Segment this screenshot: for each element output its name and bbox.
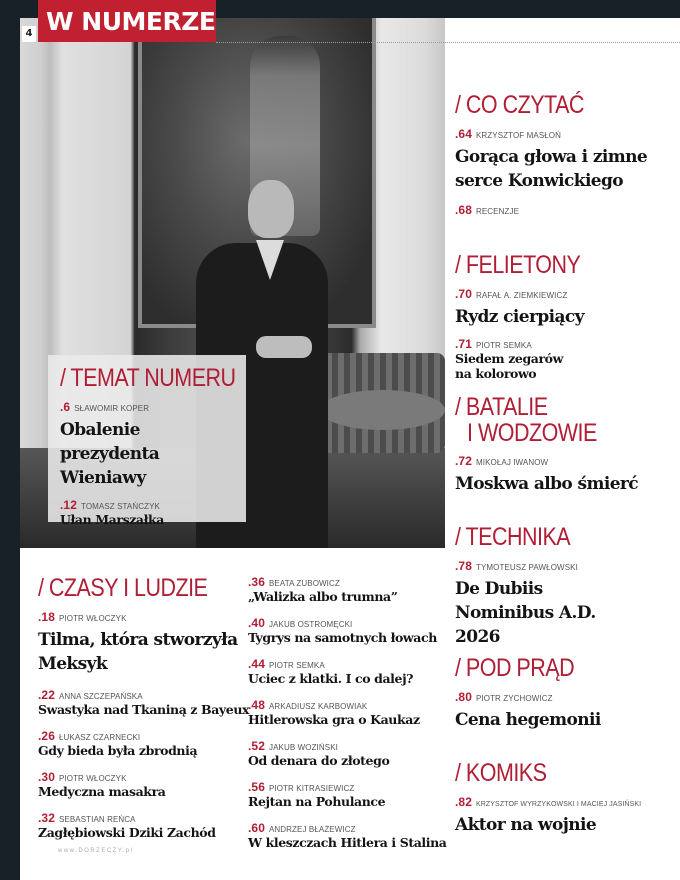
article-title[interactable]: Rydz cierpiący xyxy=(455,307,584,327)
article-author: SŁAWOMIR KOPER xyxy=(74,404,150,413)
list-item xyxy=(248,698,448,728)
article-meta xyxy=(248,657,448,671)
article-author: PIOTR WŁOCZYK xyxy=(58,774,127,783)
article-title[interactable]: Zagłębiowski Dziki Zachód xyxy=(38,825,216,840)
photo-hands xyxy=(256,336,312,358)
section-title: / CO CZYTAĆ xyxy=(455,91,584,119)
article-title[interactable]: Hitlerowska gra o Kaukaz xyxy=(248,712,420,727)
article-author[interactable]: RECENZJE xyxy=(475,207,520,216)
article-author: ANDRZEJ BŁAŻEWICZ xyxy=(268,825,356,834)
article-author: TOMASZ STAŃCZYK xyxy=(80,502,160,511)
article-meta xyxy=(248,698,448,712)
article-page: .48 xyxy=(248,698,265,712)
list-item xyxy=(248,739,448,769)
article-author: PIOTR ZYCHOWICZ xyxy=(475,694,553,703)
list-item xyxy=(38,770,238,800)
section-title-line1: / BATALIE xyxy=(455,393,548,421)
article-page: .44 xyxy=(248,657,265,671)
article-author: PIOTR WŁOCZYK xyxy=(58,614,127,623)
article-page: .80 xyxy=(455,690,472,704)
article-page: .26 xyxy=(38,729,55,743)
article-author: BEATA ZUBOWICZ xyxy=(268,579,340,588)
article-page: .52 xyxy=(248,739,265,753)
article-title[interactable]: De Dubiis Nominibus A.D. 2026 xyxy=(455,579,596,647)
article-title[interactable]: Gdy bieda była zbrodnią xyxy=(38,743,198,758)
footer-url[interactable]: www.DORZECZY.pl xyxy=(58,848,134,854)
page-title: W NUMERZE xyxy=(38,0,216,42)
article-meta xyxy=(38,610,238,624)
article-title[interactable]: Cena hegemonii xyxy=(455,710,601,730)
article-meta xyxy=(248,616,448,630)
article-author: TYMOTEUSZ PAWŁOWSKI xyxy=(475,563,578,572)
article-page: .6 xyxy=(60,400,71,414)
article-page: .18 xyxy=(38,610,55,624)
article-page: .82 xyxy=(455,795,472,809)
article-meta xyxy=(455,795,680,809)
article-meta xyxy=(455,559,680,573)
photo-table xyxy=(320,390,445,430)
article-page: .71 xyxy=(455,337,472,351)
article-title[interactable]: Aktor na wojnie xyxy=(455,815,597,835)
article-author: ANNA SZCZEPAŃSKA xyxy=(58,692,143,701)
list-item xyxy=(248,657,448,687)
list-item xyxy=(38,729,238,759)
article-page: .78 xyxy=(455,559,472,573)
section-title: / KOMIKS xyxy=(455,759,547,787)
article-page: .60 xyxy=(248,821,265,835)
article-title[interactable]: Uciec z klatki. I co dalej? xyxy=(248,671,414,686)
list-item xyxy=(248,575,448,605)
article-title[interactable]: Gorąca głowa i zimne serce Konwickiego xyxy=(455,147,648,191)
article-meta xyxy=(248,739,448,753)
article-title[interactable]: Rejtan na Pohulance xyxy=(248,794,386,809)
article-page: .30 xyxy=(38,770,55,784)
article-title[interactable]: W kleszczach Hitlera i Stalina xyxy=(248,835,447,850)
section-batalie-i-wodzowie xyxy=(455,394,680,496)
section-title: / TEMAT NUMERU xyxy=(60,364,236,392)
article-author: JAKUB OSTROMĘCKI xyxy=(268,620,353,629)
section-komiks xyxy=(455,760,680,837)
article-meta xyxy=(38,729,238,743)
section-pod-prad xyxy=(455,655,680,732)
article-meta xyxy=(60,400,234,414)
section-title: / POD PRĄD xyxy=(455,654,575,682)
article-author: KRZYSZTOF MASŁOŃ xyxy=(475,131,562,140)
article-page: .56 xyxy=(248,780,265,794)
article-author: ŁUKASZ CZARNECKI xyxy=(58,733,141,742)
article-meta xyxy=(248,821,448,835)
article-author: KRZYSZTOF WYRZYKOWSKI I MACIEJ JASIŃSKI xyxy=(475,801,642,808)
list-item xyxy=(38,688,250,718)
article-page: .22 xyxy=(38,688,55,702)
article-meta xyxy=(248,575,448,589)
section-title: / FELIETONY xyxy=(455,251,581,279)
article-title[interactable]: Tygrys na samotnych łowach xyxy=(248,630,437,645)
article-title[interactable]: Medyczna masakra xyxy=(38,784,166,799)
article-author: ARKADIUSZ KARBOWIAK xyxy=(268,702,368,711)
article-meta xyxy=(38,770,238,784)
section-czasy-i-ludzie xyxy=(38,574,250,852)
article-title[interactable]: „Walizka albo trumna” xyxy=(248,589,398,604)
article-meta xyxy=(248,780,448,794)
section-technika xyxy=(455,524,680,649)
article-page: .68 xyxy=(455,203,472,217)
left-frame xyxy=(0,0,20,880)
article-author: RAFAŁ A. ZIEMKIEWICZ xyxy=(475,291,568,300)
photo-man-head xyxy=(248,180,294,238)
article-meta xyxy=(455,203,680,217)
article-author: MIKOŁAJ IWANOW xyxy=(475,458,549,467)
article-meta xyxy=(60,498,234,512)
article-meta xyxy=(455,454,680,468)
list-item xyxy=(248,780,448,810)
article-page: .12 xyxy=(60,498,77,512)
article-author: PIOTR SEMKA xyxy=(475,341,532,350)
section-co-czytac xyxy=(455,92,680,217)
list-item xyxy=(248,821,448,851)
article-author: PIOTR KITRASIEWICZ xyxy=(268,784,355,793)
section-title-line2: I WODZOWIE xyxy=(467,419,597,447)
article-meta xyxy=(455,337,680,351)
article-meta xyxy=(455,287,680,301)
article-page: .40 xyxy=(248,616,265,630)
article-author: JAKUB WOZIŃSKI xyxy=(268,743,338,752)
article-title[interactable]: Moskwa albo śmierć xyxy=(455,474,639,494)
article-page: .32 xyxy=(38,811,55,825)
section-temat-numeru xyxy=(48,355,246,527)
article-page: .70 xyxy=(455,287,472,301)
article-author: PIOTR SEMKA xyxy=(268,661,325,670)
article-author: SEBASTIAN REŃCA xyxy=(58,815,136,824)
header-divider xyxy=(216,42,680,43)
article-meta xyxy=(455,127,680,141)
list-item xyxy=(38,811,238,841)
article-page: .36 xyxy=(248,575,265,589)
article-title[interactable]: Obalenie prezydenta Wieniawy xyxy=(60,420,160,488)
article-page: .72 xyxy=(455,454,472,468)
list-item xyxy=(248,616,448,646)
article-meta xyxy=(455,690,680,704)
page-number: 4 xyxy=(22,26,36,42)
article-page: .64 xyxy=(455,127,472,141)
article-title[interactable]: Od denara do złotego xyxy=(248,753,390,768)
section-felietony xyxy=(455,252,680,381)
section-title: / TECHNIKA xyxy=(455,523,571,551)
article-title[interactable]: Swastyka nad Tkaniną z Bayeux xyxy=(38,702,250,717)
section-title: / CZASY I LUDZIE xyxy=(38,574,208,602)
article-meta xyxy=(38,811,238,825)
article-meta xyxy=(38,688,238,702)
article-title[interactable]: Siedem zegarów na kolorowo xyxy=(455,351,563,381)
article-title[interactable]: Ułan Marszałka xyxy=(60,512,164,527)
article-title[interactable]: Tilma, która stworzyła Meksyk xyxy=(38,630,238,674)
section-czasy-i-ludzie-column-2 xyxy=(248,575,448,862)
